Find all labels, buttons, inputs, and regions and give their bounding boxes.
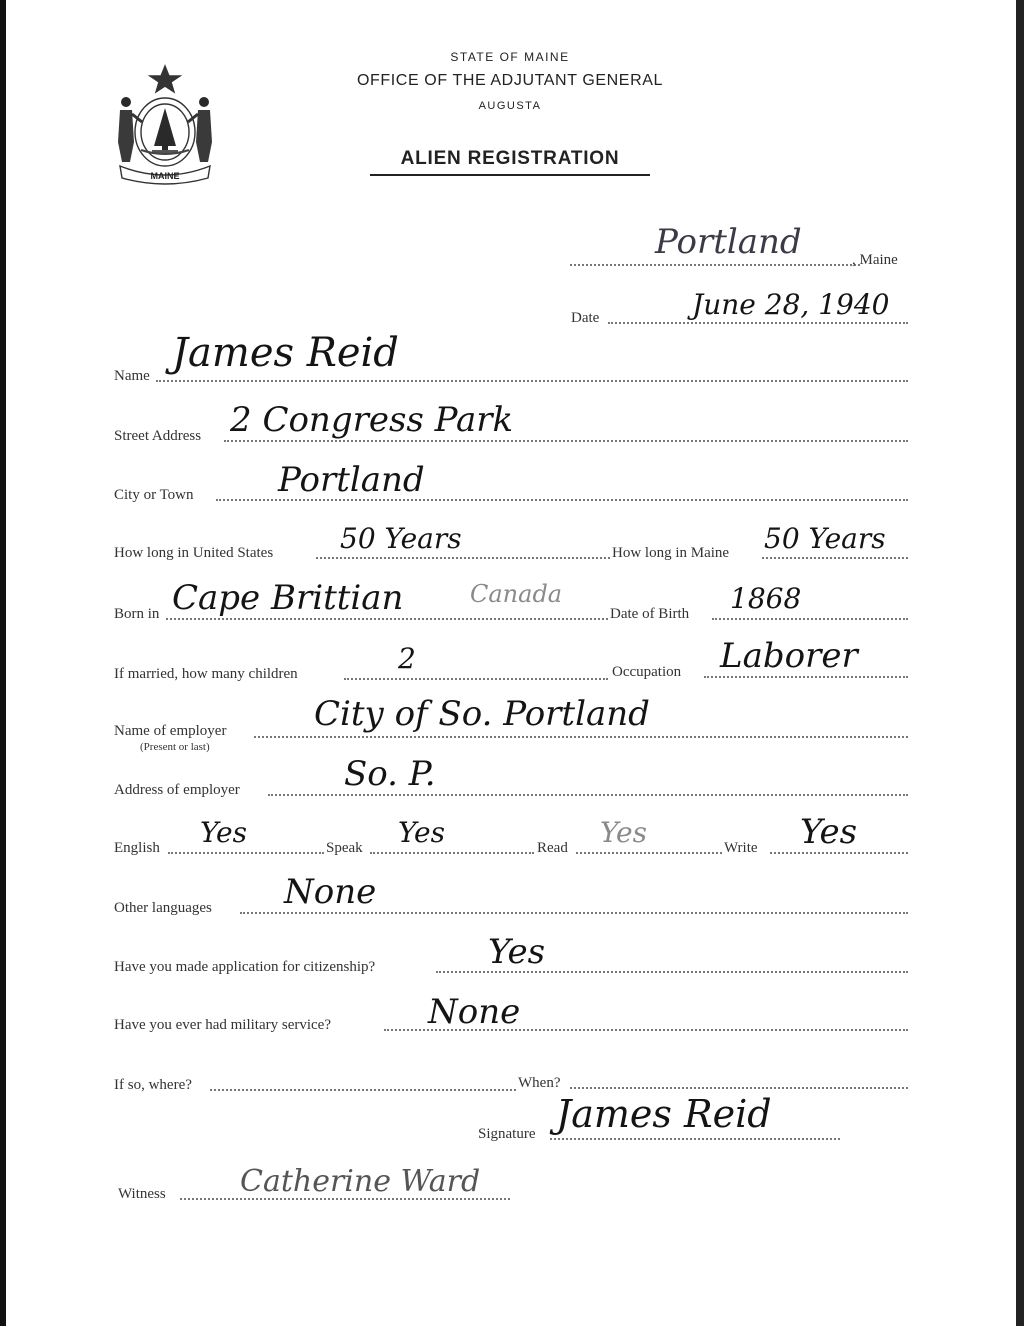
header-state: STATE OF MAINE [450, 50, 570, 64]
where-line [210, 1089, 516, 1091]
signature-label: Signature [478, 1126, 536, 1142]
children-label: If married, how many children [114, 666, 298, 682]
name-line [156, 380, 908, 382]
english-value: Yes [200, 816, 247, 849]
born-in-label: Born in [114, 606, 160, 622]
employer-address-label: Address of employer [114, 782, 240, 798]
employer-note: (Present or last) [140, 741, 210, 753]
occupation-label: Occupation [612, 664, 682, 680]
date-line [608, 322, 908, 324]
speak-label: Speak [326, 840, 363, 856]
read-line [576, 852, 722, 854]
place-line [570, 264, 860, 266]
street-line [224, 440, 908, 442]
dob-line [712, 618, 908, 620]
form-title: ALIEN REGISTRATION [370, 148, 650, 176]
employer-value: City of So. Portland [314, 694, 650, 734]
born-in-value: Cape Brittian [172, 578, 404, 618]
citizenship-value: Yes [488, 932, 546, 972]
occupation-line [704, 676, 908, 678]
children-value: 2 [398, 642, 416, 675]
name-label: Name [114, 368, 150, 384]
english-label: English [114, 840, 160, 856]
city-value: Portland [278, 460, 425, 500]
speak-line [370, 852, 534, 854]
street-value: 2 Congress Park [230, 400, 514, 440]
dob-value: 1868 [730, 582, 802, 615]
write-value: Yes [800, 812, 858, 852]
children-line [344, 678, 608, 680]
place-value: Portland [655, 222, 802, 262]
seal-ribbon-text: MAINE [150, 171, 180, 181]
employer-address-line [268, 794, 908, 796]
scan-border-left [0, 0, 6, 1326]
born-in-country-value: Canada [470, 580, 563, 608]
how-long-maine-label: How long in Maine [612, 545, 730, 561]
how-long-maine-line [762, 557, 908, 559]
employer-address-value: So. P. [344, 754, 436, 794]
military-value: None [428, 992, 521, 1032]
other-languages-line [240, 912, 908, 914]
name-value: James Reid [172, 330, 399, 376]
occupation-value: Laborer [720, 636, 858, 676]
when-label: When? [518, 1075, 561, 1091]
born-in-line [166, 618, 608, 620]
other-languages-value: None [284, 872, 377, 912]
maine-label: , Maine [852, 252, 898, 268]
how-long-us-line [316, 557, 610, 559]
maine-seal-icon [112, 62, 218, 188]
citizenship-label: Have you made application for citizenship? [114, 959, 376, 975]
header-office: OFFICE OF THE ADJUTANT GENERAL [356, 72, 664, 89]
speak-value: Yes [398, 816, 445, 849]
witness-label: Witness [118, 1186, 166, 1202]
date-value: June 28, 1940 [692, 288, 890, 321]
dob-label: Date of Birth [610, 606, 690, 622]
employer-label: Name of employer [114, 723, 227, 739]
signature-value: James Reid [556, 1092, 772, 1136]
street-label: Street Address [114, 428, 202, 444]
english-line [168, 852, 324, 854]
how-long-us-value: 50 Years [340, 522, 462, 555]
when-line [570, 1087, 908, 1089]
witness-value: Catherine Ward [240, 1164, 481, 1199]
scan-border-right [1016, 0, 1024, 1326]
employer-line [254, 736, 908, 738]
how-long-maine-value: 50 Years [764, 522, 886, 555]
city-label: City or Town [114, 487, 194, 503]
header-city: AUGUSTA [478, 100, 542, 112]
date-label: Date [571, 310, 600, 326]
signature-line [550, 1138, 840, 1140]
military-label: Have you ever had military service? [114, 1017, 331, 1033]
read-label: Read [537, 840, 568, 856]
where-label: If so, where? [114, 1077, 192, 1093]
read-value: Yes [600, 816, 647, 849]
write-line [770, 852, 908, 854]
how-long-us-label: How long in United States [114, 545, 274, 561]
other-languages-label: Other languages [114, 900, 212, 916]
write-label: Write [724, 840, 758, 856]
